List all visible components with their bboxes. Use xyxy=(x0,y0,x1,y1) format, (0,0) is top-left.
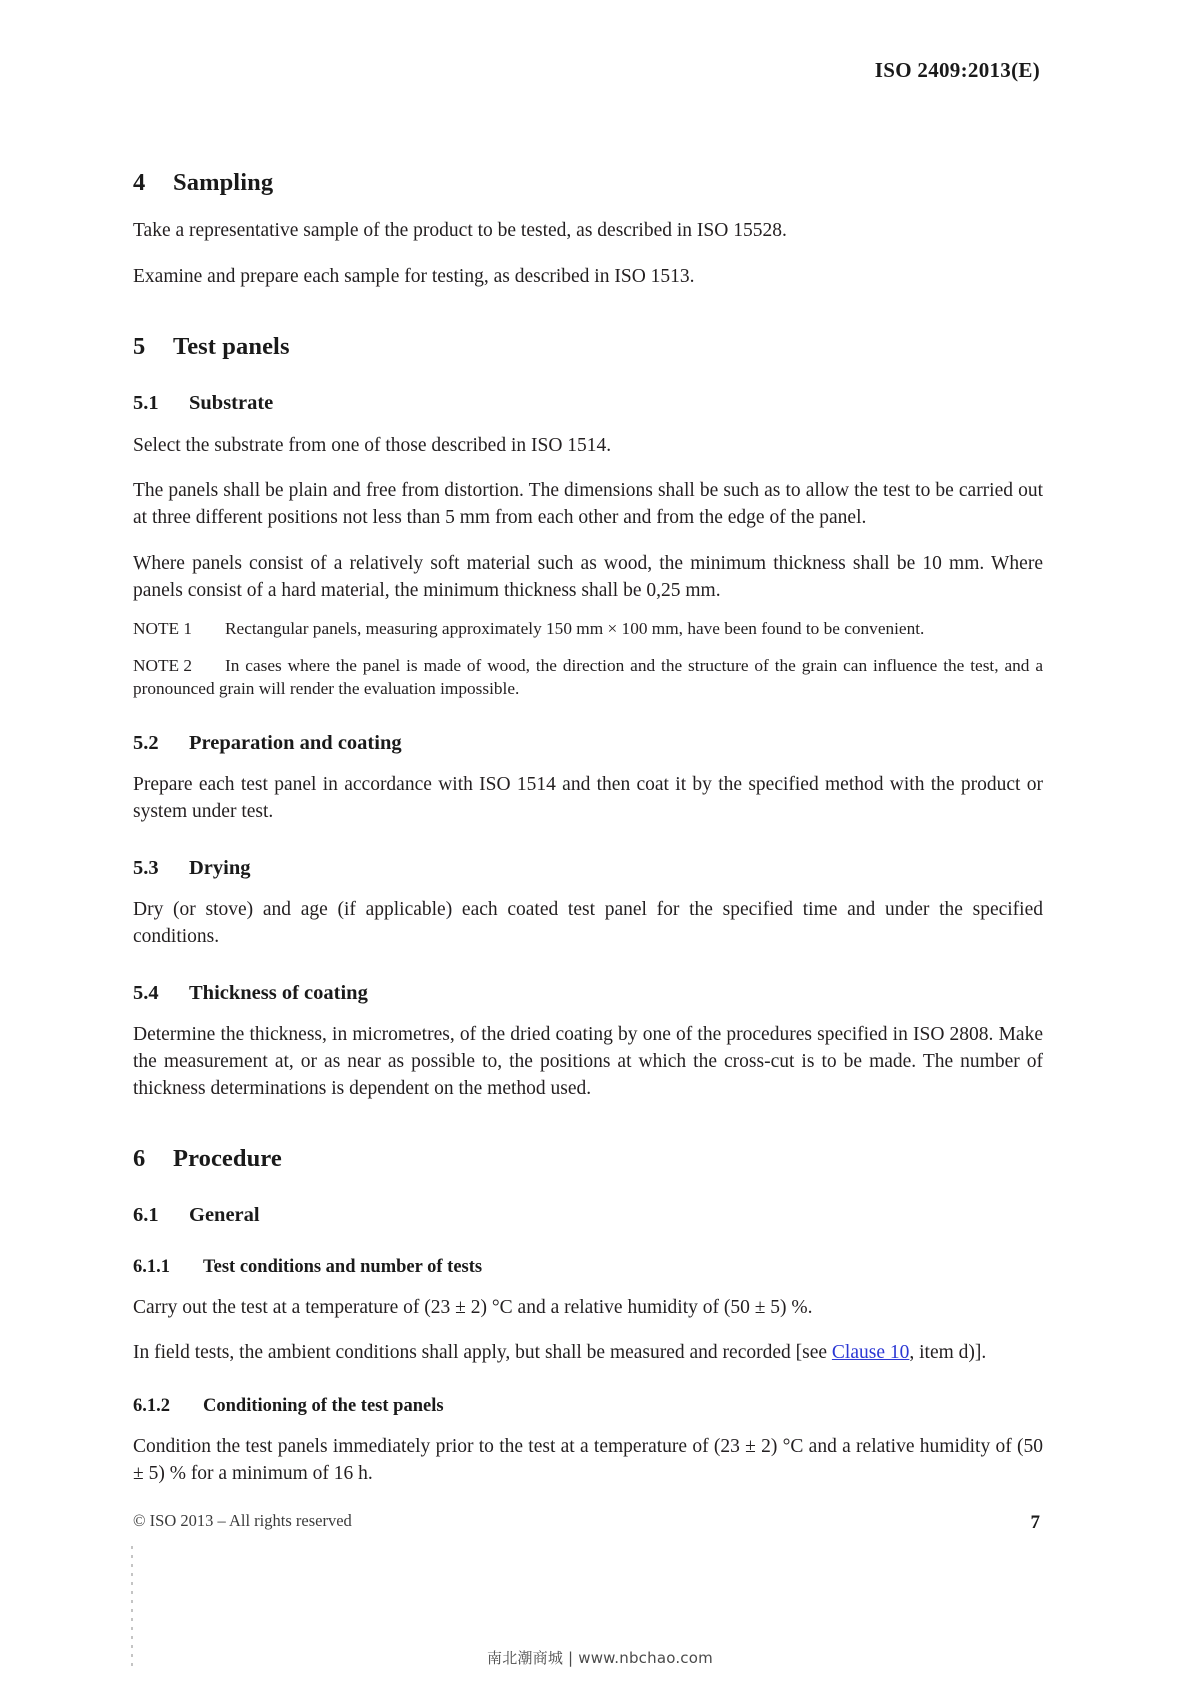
spacer xyxy=(133,701,1043,731)
note-1-label: NOTE 1 xyxy=(133,619,193,639)
heading-subclause-5-2-title: Preparation and coating xyxy=(189,731,402,754)
paragraph-5-2-1: Prepare each test panel in accordance with ISO 1514 and then coat it by the specified method with the product or system under test. xyxy=(133,774,1043,823)
spacer xyxy=(133,361,1043,391)
paragraph-5-4-1: Determine the thickness, in micrometres, of the dried coating by one of the procedures specified in ISO 2808. Make the measurement at, or as near as possible to, the positions at which the cross-cut is to be made. The number of thickness determinations is dependent on the method used. xyxy=(133,1024,1043,1099)
heading-subclause-6-1-1-title: Test conditions and number of tests xyxy=(203,1256,483,1277)
footer-page-number: 7 xyxy=(1030,1512,1040,1533)
heading-subclause-5-3-number: 5.3 xyxy=(133,856,159,879)
cross-reference-clause-10[interactable]: Clause 10 xyxy=(831,1342,910,1364)
heading-subclause-6-1-2-title: Conditioning of the test panels xyxy=(203,1396,444,1417)
spacer xyxy=(133,1228,1043,1256)
heading-clause-5 xyxy=(133,332,1043,361)
footer-watermark: 南北潮商城 | www.nbchao.com xyxy=(487,1649,713,1667)
paragraph-text-after-xref: , item d)]. xyxy=(909,1342,987,1364)
heading-subclause-5-2 xyxy=(133,731,1043,756)
paragraph-4-2: Examine and prepare each sample for testing, as described in ISO 1513. xyxy=(133,266,695,288)
paragraph-5-1-2: The panels shall be plain and free from distortion. The dimensions shall be such as to allow the test to be carried out at three different positions not less than 5 mm from each other and from the edge of the panel. xyxy=(133,480,1043,529)
heading-subclause-5-4-title: Thickness of coating xyxy=(189,981,368,1004)
heading-subclause-5-3 xyxy=(133,856,1043,881)
paragraph-6-1-1-1: Carry out the test at a temperature of (23 ± 2) °C and a relative humidity of (50 ± 5) %. xyxy=(133,1296,813,1318)
spacer xyxy=(133,604,1043,617)
paragraph-5-3-1: Dry (or stove) and age (if applicable) each coated test panel for the specified time and under the specified conditions. xyxy=(133,899,1043,948)
spacer xyxy=(133,1173,1043,1203)
spacer xyxy=(133,197,1043,218)
heading-subclause-6-1 xyxy=(133,1203,1043,1228)
note-2 xyxy=(133,654,1043,701)
heading-clause-6-title: Procedure xyxy=(173,1144,282,1172)
spacer xyxy=(133,1005,1043,1022)
heading-clause-6-number: 6 xyxy=(133,1144,146,1172)
heading-subclause-6-1-1-number: 6.1.1 xyxy=(133,1256,170,1277)
document-body xyxy=(133,168,1043,1488)
spacer xyxy=(133,245,1043,264)
heading-subclause-5-1 xyxy=(133,391,1043,416)
spacer xyxy=(133,641,1043,654)
paragraph-4-1: Take a representative sample of the product to be tested, as described in ISO 15528. xyxy=(133,220,787,242)
spacer xyxy=(133,416,1043,433)
spacer xyxy=(133,1417,1043,1434)
heading-subclause-6-1-1 xyxy=(133,1256,1043,1278)
heading-subclause-6-1-2 xyxy=(133,1395,1043,1417)
spacer xyxy=(133,1321,1043,1340)
paragraph-5-1-3: Where panels consist of a relatively soft material such as wood, the minimum thickness shall be 10 mm. Where panels consist of a hard material, the minimum thickness shall be 0,25 mm. xyxy=(133,552,1043,601)
heading-subclause-6-1-number: 6.1 xyxy=(133,1203,159,1226)
heading-subclause-6-1-title: General xyxy=(189,1203,260,1226)
paragraph-5-1-1: Select the substrate from one of those described in ISO 1514. xyxy=(133,434,612,456)
spacer xyxy=(133,826,1043,856)
paragraph-6-1-2-1: Condition the test panels immediately prior to the test at a temperature of (23 ± 2) °C and a relative humidity of (50 ± 5) % for a minimum of 16 h. xyxy=(133,1436,1043,1485)
note-1 xyxy=(133,617,1043,641)
heading-subclause-5-4-number: 5.4 xyxy=(133,981,159,1004)
spacer xyxy=(133,951,1043,981)
heading-clause-6 xyxy=(133,1144,1043,1173)
heading-subclause-5-4 xyxy=(133,981,1043,1006)
heading-clause-5-title: Test panels xyxy=(173,332,290,360)
heading-clause-4-number: 4 xyxy=(133,169,146,196)
spacer xyxy=(133,291,1043,332)
spacer xyxy=(133,1367,1043,1395)
note-2-label: NOTE 2 xyxy=(133,655,193,675)
spacer xyxy=(133,755,1043,772)
heading-subclause-5-1-number: 5.1 xyxy=(133,392,159,415)
heading-subclause-5-2-number: 5.2 xyxy=(133,731,159,754)
spacer xyxy=(133,459,1043,478)
heading-clause-5-number: 5 xyxy=(133,332,146,360)
spacer xyxy=(133,1278,1043,1295)
heading-clause-4 xyxy=(133,168,1043,197)
running-header-standard-ref: ISO 2409:2013(E) xyxy=(874,58,1040,82)
spacer xyxy=(133,880,1043,897)
spacer xyxy=(133,1103,1043,1144)
heading-subclause-6-1-2-number: 6.1.2 xyxy=(133,1396,170,1417)
heading-clause-4-title: Sampling xyxy=(173,169,274,196)
heading-subclause-5-3-title: Drying xyxy=(189,856,251,879)
heading-subclause-5-1-title: Substrate xyxy=(189,392,274,415)
note-2-text: In cases where the panel is made of wood, the direction and the structure of the grain can influence the test, and a pronounced grain will render the evaluation impossible. xyxy=(133,655,1043,699)
paragraph-6-1-1-2 xyxy=(133,1340,1043,1367)
paragraph-text-before-xref: In field tests, the ambient conditions shall apply, but shall be measured and recorded [see xyxy=(133,1342,832,1364)
note-1-text: Rectangular panels, measuring approximately 150 mm × 100 mm, have been found to be convenient. xyxy=(225,619,925,639)
footer-copyright: © ISO 2013 – All rights reserved xyxy=(133,1511,352,1530)
spacer xyxy=(133,532,1043,551)
